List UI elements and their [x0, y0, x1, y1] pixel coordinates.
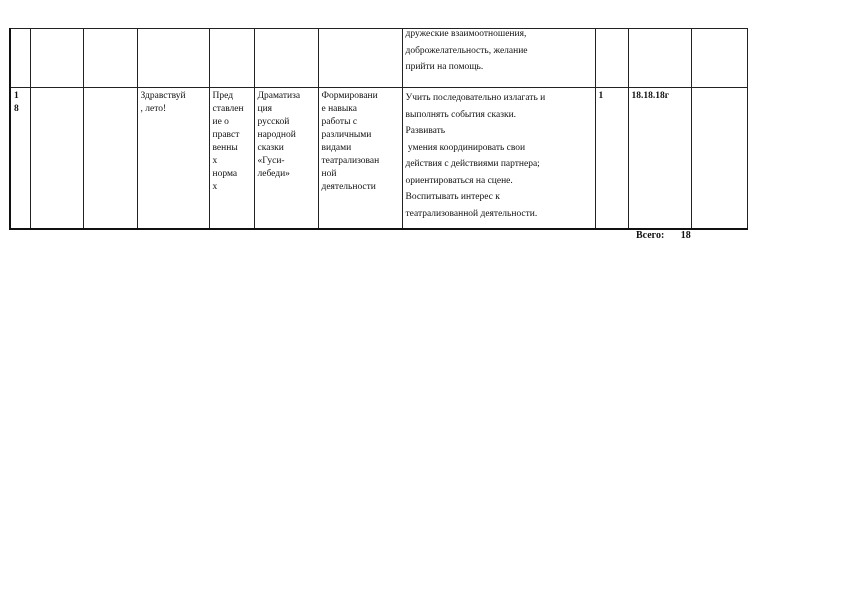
cell-activity [318, 88, 402, 230]
cell-section [30, 88, 83, 230]
cell-date [628, 88, 691, 230]
lesson-date: 18.18.18г [631, 91, 670, 101]
cell-content [254, 88, 318, 230]
tasks-line: умения координировать свои [405, 142, 526, 153]
tasks-line: театрализованной деятельности. [405, 208, 538, 219]
cell-tasks [402, 88, 595, 230]
cell-activity [318, 29, 402, 88]
tasks-line: Учить последовательно излагать и [405, 93, 546, 103]
cell-number [10, 88, 30, 230]
lesson-form: Пред ставлен ие о правст венны х норма х [212, 91, 244, 192]
table-row [10, 29, 747, 88]
cell-hours [595, 29, 628, 88]
cell-content [254, 29, 318, 88]
tasks-line: дружеские взаимоотношения, [405, 29, 527, 39]
cell-section [30, 29, 83, 88]
tasks-line: действия с действиями партнера; [405, 159, 540, 169]
cell-subsection [83, 88, 137, 230]
cell-notes [691, 29, 747, 88]
tasks-line: Развивать [405, 126, 446, 136]
total-summary [636, 230, 691, 241]
tasks-line: Воспитывать интерес к [405, 192, 500, 202]
lesson-topic: Здравствуй , лето! [140, 91, 186, 114]
lesson-activity: Формировани е навыка работы с различными видами театрализован ной деятельности [321, 91, 380, 192]
tasks-line: выполнять события сказки. [405, 109, 517, 120]
table-row [10, 88, 747, 230]
tasks-line: доброжелательность, желание [405, 45, 528, 56]
lesson-number: 1 8 [14, 91, 19, 114]
lesson-hours: 1 [598, 91, 604, 101]
lesson-plan-table [9, 28, 748, 230]
cell-notes [691, 88, 747, 230]
cell-form [209, 88, 254, 230]
cell-tasks [402, 29, 595, 88]
cell-subsection [83, 29, 137, 88]
cell-topic [137, 29, 209, 88]
total-label: Всего: [636, 230, 665, 241]
tasks-line: ориентироваться на сцене. [405, 175, 513, 186]
tasks-line: прийти на помощь. [405, 62, 484, 72]
cell-form [209, 29, 254, 88]
lesson-content: Драматиза ция русской народной сказки «Гуси- лебеди» [257, 91, 301, 179]
total-value: 18 [680, 230, 691, 241]
cell-hours [595, 88, 628, 230]
cell-number [10, 29, 30, 88]
cell-topic [137, 88, 209, 230]
cell-date [628, 29, 691, 88]
